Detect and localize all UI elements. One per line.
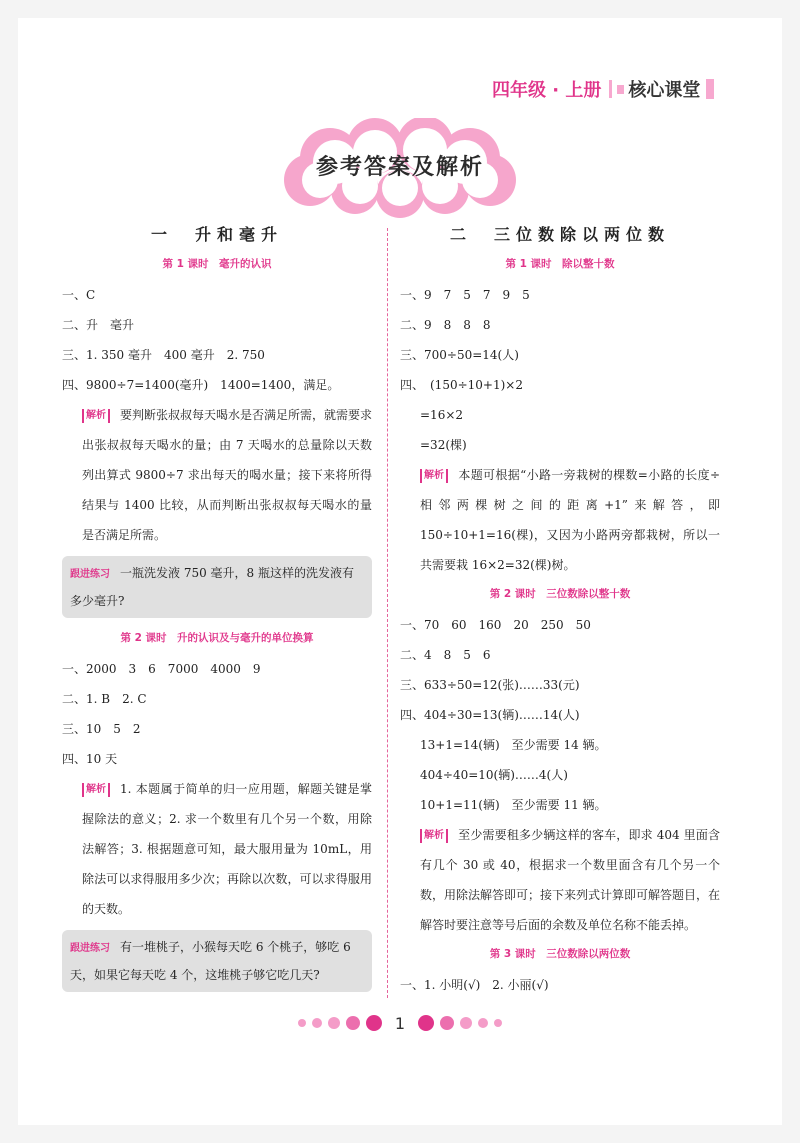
analysis-text: 本题可根据“小路一旁栽树的棵数=小路的长度÷相邻两棵树之间的距离+1”来解答，即 150÷10+1=16(棵)，又因为小路两旁都栽树，所以一共需要栽 16×2=32(棵)树。	[420, 468, 720, 572]
answer-line: 一、1. 小明(√) 2. 小丽(√)	[400, 978, 549, 992]
section-title: 二 三位数除以两位数	[449, 225, 670, 244]
practice-box	[62, 930, 372, 992]
dot-icon	[328, 1017, 340, 1029]
analysis-tag: 解析	[82, 409, 110, 423]
lesson-title: 第 1 课时 毫升的认识	[162, 258, 272, 270]
dot-icon	[366, 1015, 382, 1031]
analysis-block	[62, 774, 372, 924]
answer-line: 四、9800÷7=1400(毫升) 1400=1400，满足。	[62, 378, 340, 392]
analysis-tag: 解析	[420, 469, 448, 483]
answer-line: 10+1=11(辆) 至少需要 11 辆。	[420, 798, 607, 812]
practice-text: 一瓶洗发液 750 毫升，8 瓶这样的洗发液有多少毫升?	[70, 566, 354, 608]
course-label: 核心课堂	[628, 80, 701, 101]
header-bar-icon	[706, 79, 714, 99]
answer-line: 三、700÷50=14(人)	[400, 348, 519, 362]
page-footer	[290, 1010, 510, 1036]
answer-line: 二、9 8 8 8	[400, 318, 491, 332]
practice-tag: 跟进练习	[70, 943, 110, 954]
answer-line: 一、9 7 5 7 9 5	[400, 288, 530, 302]
analysis-tag: 解析	[420, 829, 448, 843]
page-number: 1	[394, 1013, 406, 1033]
answer-line: =32(棵)	[420, 438, 467, 452]
lesson-title: 第 2 课时 升的认识及与毫升的单位换算	[120, 632, 314, 644]
dot-icon	[346, 1016, 360, 1030]
answer-line: 三、633÷50=12(张)……33(元)	[400, 678, 580, 692]
dot-icon	[494, 1019, 502, 1027]
answer-line: 四、10 天	[62, 752, 118, 766]
header-separator	[609, 80, 612, 98]
grade-label: 四年级 · 上册	[492, 80, 602, 101]
header-square-icon	[617, 85, 624, 94]
answer-line: 13+1=14(辆) 至少需要 14 辆。	[420, 738, 607, 752]
analysis-block	[400, 460, 720, 580]
answer-line: 二、升 毫升	[62, 318, 135, 332]
practice-box	[62, 556, 372, 618]
analysis-block	[62, 400, 372, 550]
analysis-block	[400, 820, 720, 940]
column-divider	[387, 228, 388, 998]
practice-tag: 跟进练习	[70, 569, 110, 580]
dot-icon	[440, 1016, 454, 1030]
practice-text: 有一堆桃子，小猴每天吃 6 个桃子，够吃 6 天，如果它每天吃 4 个，这堆桃子够它吃几天?	[70, 940, 351, 982]
right-column	[400, 220, 720, 1000]
answer-line: 一、2000 3 6 7000 4000 9	[62, 662, 261, 676]
page-title: 参考答案及解析	[315, 155, 484, 180]
answer-line: =16×2	[420, 408, 464, 422]
left-column	[62, 220, 372, 998]
dot-icon	[312, 1018, 322, 1028]
answer-line: 二、4 8 5 6	[400, 648, 491, 662]
dot-icon	[418, 1015, 434, 1031]
answer-line: 二、1. B 2. C	[62, 692, 147, 706]
answer-line: 四、404÷30=13(辆)……14(人)	[400, 708, 580, 722]
analysis-text: 1. 本题属于简单的归一应用题，解题关键是掌握除法的意义；2. 求一个数里有几个另一个数，用除法解答；3. 根据题意可知，最大服用量为 10mL，用除法可以求得服用多少次；再除以次数，可以求得服用的天数。	[82, 782, 372, 916]
dot-icon	[460, 1017, 472, 1029]
answer-line: 一、70 60 160 20 250 50	[400, 618, 591, 632]
section-title: 一 升和毫升	[150, 225, 283, 244]
dot-icon	[298, 1019, 306, 1027]
answer-line: 四、 (150÷10+1)×2	[400, 378, 523, 392]
analysis-text: 至少需要租多少辆这样的客车，即求 404 里面含有几个 30 或 40，根据求一个数里面含有几个另一个数，用除法解答即可；接下来列式计算即可解答题目，在解答时要注意等号后面的余数及单位名称不能丢掉。	[420, 828, 721, 932]
dot-icon	[478, 1018, 488, 1028]
lesson-title: 第 2 课时 三位数除以整十数	[489, 588, 631, 600]
lesson-title: 第 3 课时 三位数除以两位数	[489, 948, 631, 960]
header	[492, 74, 722, 104]
answer-line: 三、1. 350 毫升 400 毫升 2. 750	[62, 348, 265, 362]
answer-line: 404÷40=10(辆)……4(人)	[420, 768, 568, 782]
answer-line: 一、C	[62, 288, 96, 302]
analysis-text: 要判断张叔叔每天喝水是否满足所需，就需要求出张叔叔每天喝水的量；由 7 天喝水的总量除以天数列出算式 9800÷7 求出每天的喝水量；接下来将所得结果与 1400 比较，从而判断出张叔叔每天喝水的量是否满足所需。	[82, 408, 373, 542]
lesson-title: 第 1 课时 除以整十数	[505, 258, 615, 270]
answer-line: 三、10 5 2	[62, 722, 141, 736]
analysis-tag: 解析	[82, 783, 110, 797]
